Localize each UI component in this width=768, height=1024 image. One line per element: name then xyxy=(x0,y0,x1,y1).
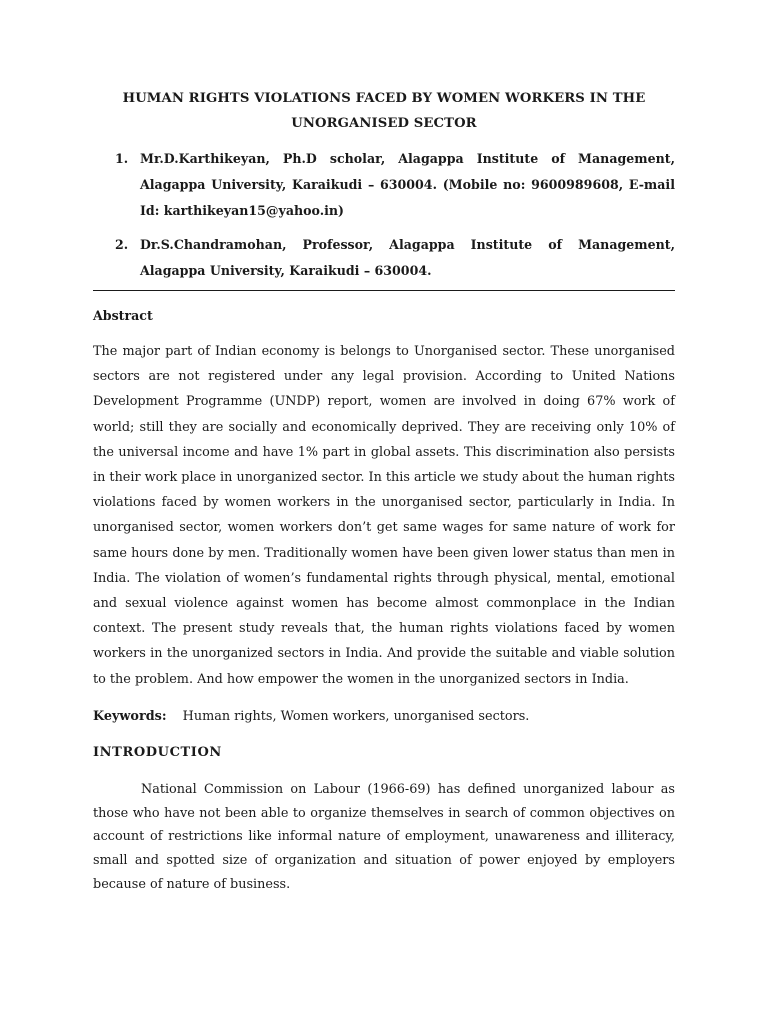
paper-title: HUMAN RIGHTS VIOLATIONS FACED BY WOMEN WORKERS IN THE UNORGANISED SECTOR xyxy=(122,91,646,131)
author-item xyxy=(93,146,675,224)
introduction-text: National Commission on Labour (1966-69) has defined unorganized labour as those who have not been able to organize themselves in search of common objectives on account of restrictions like informal nature of employment, unawareness and illiteracy, small and spotted size of organization and situation of power enjoyed by employers because of nature of business. xyxy=(93,781,675,893)
introduction-heading: INTRODUCTION xyxy=(93,744,222,760)
keywords-line xyxy=(93,704,675,729)
author-details: Dr.S.Chandramohan, Professor, Alagappa Institute of Management, Alagappa University, Karaikudi – 630004. xyxy=(140,237,675,278)
author-item xyxy=(93,232,675,284)
author-list xyxy=(93,146,675,291)
author-number: 1. xyxy=(115,151,129,166)
keywords-text: Human rights, Women workers, unorganised sectors. xyxy=(182,708,530,724)
paper-page xyxy=(93,86,675,897)
abstract-text: The major part of Indian economy is belongs to Unorganised sector. These unorganised sectors are not registered under any legal provision. According to United Nations Development Programme (UNDP) report, women are involved in doing 67% work of world; still they are socially and economically deprived. They are receiving only 10% of the universal income and have 1% part in global assets. This discrimination also persists in their work place in unorganized sector. In this article we study about the human rights violations faced by women workers in the unorganised sector, particularly in India. In unorganised sector, women workers don’t get same wages for same nature of work for same hours done by men. Traditionally women have been given lower status than men in India. The violation of women’s fundamental rights through physical, mental, emotional and sexual violence against women has become almost commonplace in the Indian context. The present study reveals that, the human rights violations faced by women workers in the unorganized sectors in India. And provide the suitable and viable solution to the problem. And how empower the women in the unorganized sectors in India. xyxy=(93,344,675,687)
author-details: Mr.D.Karthikeyan, Ph.D scholar, Alagappa Institute of Management, Alagappa University, Karaikudi – 630004. (Mobile no: 9600989608, E-mail Id: karthikeyan15@yahoo.in) xyxy=(140,151,675,218)
author-number: 2. xyxy=(115,237,129,252)
abstract-heading: Abstract xyxy=(93,308,153,323)
keywords-label: Keywords: xyxy=(93,708,167,724)
